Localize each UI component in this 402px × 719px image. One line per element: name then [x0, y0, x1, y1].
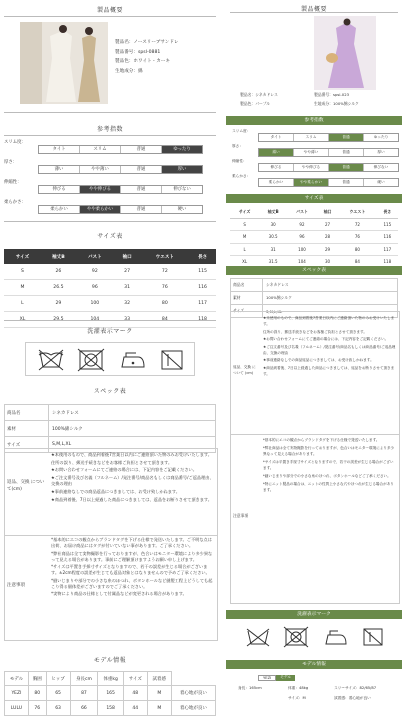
- paragraph-line: *サイズは平置き手採寸サイズとなりますので、若干の誤差が生じる場合がございます。: [263, 459, 394, 471]
- return-label: 返品、交換 について(cm): [7, 480, 45, 492]
- table-header-cell: サイズ: [230, 206, 259, 218]
- right-product-row2: [240, 99, 390, 108]
- table-cell: L: [4, 296, 41, 312]
- wash-symbols: [25, 342, 195, 376]
- right-color-label: 製品色：: [240, 101, 256, 106]
- reference-option: タイト: [270, 134, 282, 139]
- reference-option: やや薄い: [293, 149, 328, 156]
- return-text: [51, 452, 214, 504]
- table-row: [230, 243, 398, 256]
- right-reference-scales: [232, 129, 396, 189]
- reference-option: やや柔らかい: [293, 179, 328, 186]
- product-code-label: 製品番号：: [115, 49, 138, 55]
- right-model-title: モデル情報: [226, 660, 402, 669]
- spec-row: [231, 279, 398, 292]
- model-cell: 着心地が良い: [171, 701, 215, 716]
- table-row: [4, 280, 216, 296]
- right-size-table: [230, 206, 398, 269]
- table-cell: 72: [140, 264, 189, 280]
- table-cell: 92: [76, 264, 114, 280]
- table-cell: 29: [317, 243, 338, 256]
- table-cell: 32: [114, 296, 141, 312]
- notice-section: [4, 534, 218, 641]
- table-header-row: [230, 206, 398, 218]
- paragraph-line: *基本的にエコの観点からブランドタグを下げる仕様で発送いたします。ご不明な点は出荷、お届け商品にはタグが付いていない事があります。ご了承ください。: [51, 537, 212, 549]
- paragraph-line: ★事前連絡なしでの商品返品につきましては、お受け致しかねます。: [51, 488, 180, 494]
- model-cell: M: [147, 701, 171, 716]
- right-code: spsl-023: [332, 92, 350, 97]
- reference-option: 硬い: [363, 179, 398, 186]
- paragraph-line: ★本使用のもので、商品到着後7営業日以内にご連絡頂いた物のみお受けいたします。: [51, 452, 212, 457]
- right-wash-title: 洗濯表示マーク: [226, 610, 402, 619]
- reference-option: 伸びない: [161, 186, 202, 193]
- table-header-cell: ウエスト: [140, 249, 189, 264]
- left-size-title: サイズ表: [97, 233, 123, 240]
- no-tumble-dry-icon: [78, 349, 104, 371]
- reference-option: ゆったり: [363, 134, 398, 141]
- right-return-text: [263, 315, 397, 379]
- model-tag: モデル: [276, 675, 295, 681]
- reference-row: [232, 174, 396, 189]
- product-name: ノースリーブサンドレ: [133, 40, 179, 45]
- spec-key: サイズ: [231, 305, 263, 318]
- paragraph-line: *実物により商品の仕様として付属品などが変更される場合があります。: [51, 591, 187, 597]
- table-cell: 31: [259, 243, 287, 256]
- spec-key: 素材: [5, 421, 49, 437]
- table-cell: 33: [114, 312, 141, 328]
- model-name-tag: [258, 675, 295, 681]
- no-wash-icon: [247, 629, 269, 646]
- left-reference-title: 参考指数: [96, 126, 123, 133]
- paragraph-line: ★ご注文番号及び名義（フルネーム）/発注番号/商品名もしくは商品番号/ご返品理由、交換の理由: [51, 474, 214, 487]
- paragraph-line: ★未使用のもので、商品到着後7営業日以内にご連絡頂いた物のみお受けいたします。: [263, 316, 395, 327]
- reference-option: ゆったり: [161, 146, 202, 153]
- right-code-label: 製品番号：: [314, 92, 333, 97]
- model-table: [4, 671, 216, 716]
- product-info: [115, 38, 215, 76]
- spec-key: 商品名: [231, 279, 263, 292]
- model-cell: 66: [70, 701, 98, 716]
- reference-label: 伸縮性：: [4, 180, 22, 185]
- table-cell: 115: [189, 264, 216, 280]
- table-cell: 115: [377, 218, 398, 231]
- table-cell: 26.5: [41, 280, 76, 296]
- table-cell: S: [4, 264, 41, 280]
- divider: [230, 12, 398, 13]
- table-header-cell: バスト: [76, 249, 114, 264]
- product-image-purple: [314, 16, 376, 90]
- model-header-cell: サイズ: [123, 672, 147, 686]
- table-cell: 116: [189, 280, 216, 296]
- left-overview-title: 製品概要: [96, 7, 123, 14]
- table-header-cell: 袖口: [317, 206, 338, 218]
- table-cell: L: [230, 243, 259, 256]
- reference-option: 伸びない: [363, 164, 398, 171]
- reference-label: 柔らかさ：: [232, 174, 251, 178]
- table-cell: 84: [338, 256, 376, 269]
- table-cell: 84: [140, 312, 189, 328]
- reference-label: スリム度：: [232, 129, 251, 133]
- model-cell: 65: [46, 686, 70, 701]
- model-three-size: スリーサイズ：82/65/87: [334, 686, 377, 690]
- table-header-cell: サイズ: [4, 249, 41, 264]
- paragraph-line: *基本的にエコの観点からブランドタグを下げる仕様で発送いたします。: [263, 438, 380, 442]
- reference-option: 普通: [120, 166, 161, 173]
- table-cell: 29: [41, 296, 76, 312]
- spec-row: [5, 405, 216, 421]
- reference-row: [232, 144, 396, 159]
- right-reference-title: 参考指数: [226, 116, 402, 125]
- product-color-row: [115, 57, 215, 67]
- table-cell: 27: [317, 218, 338, 231]
- no-tumble-dry-icon: [284, 627, 308, 647]
- model-name: YEZI: [258, 675, 276, 681]
- spec-value: シネカドレス: [263, 279, 398, 292]
- notice-text: [51, 537, 214, 599]
- table-cell: M: [4, 280, 41, 296]
- divider: [4, 112, 216, 113]
- table-cell: 117: [189, 296, 216, 312]
- paragraph-line: *縫いじまりや部分での小さな糸のほつれ、ボタンホールなどご了承ください。: [263, 473, 391, 478]
- product-name-label: 製品名：: [115, 40, 134, 45]
- reference-option: スリム: [293, 134, 328, 141]
- model-feel: 試着感：着心地が良い: [334, 696, 371, 700]
- reference-option: 柔らかい: [268, 179, 284, 184]
- reference-option: スリム: [79, 146, 120, 153]
- right-product-row1: [240, 90, 390, 99]
- spec-value: 100%綿シルク: [263, 292, 398, 305]
- reference-option: 薄い: [54, 167, 64, 172]
- model-row: [5, 701, 216, 716]
- return-section: [4, 448, 218, 536]
- table-header-row: [4, 249, 216, 264]
- paragraph-line: ★ご注文番号及び名義（フルネーム）/発注番号/商品名もしくは商品番号/ご返品理由、交換の理由: [263, 344, 396, 356]
- table-cell: 30.5: [259, 231, 287, 244]
- right-color: パープル: [255, 101, 271, 106]
- model-cell: 着心地が良い: [171, 686, 215, 701]
- right-origin: 100%綿シルク: [332, 101, 359, 106]
- reference-option: やや薄い: [79, 166, 120, 173]
- model-cell: 158: [98, 701, 124, 716]
- table-cell: 28: [317, 231, 338, 244]
- left-wash-title: 洗濯表示マーク: [87, 328, 133, 335]
- right-return-label: 返品、交換 について (cm): [233, 365, 256, 375]
- reference-scales: [4, 139, 196, 219]
- table-cell: 30: [259, 218, 287, 231]
- size-table: [4, 249, 216, 328]
- notice-label: 注意事項: [7, 583, 25, 588]
- table-cell: 72: [338, 218, 376, 231]
- right-wash-symbols: [236, 624, 396, 650]
- reference-row: [4, 159, 196, 179]
- reference-row: [4, 139, 196, 159]
- product-origin-row: [115, 67, 215, 77]
- table-cell: 118: [189, 312, 216, 328]
- spec-key: サイズ: [5, 437, 49, 453]
- paragraph-line: *特にニット製品の場合は、ニットの性質上小さな穴やほつれが生じる場合があります。: [263, 481, 394, 493]
- reference-option: やや伸びる: [293, 164, 328, 171]
- table-cell: 104: [287, 256, 317, 269]
- table-header-cell: ウエスト: [338, 206, 376, 218]
- reference-option: タイト: [52, 147, 66, 152]
- reference-scale: [258, 133, 399, 142]
- reference-option: 普通: [328, 164, 363, 171]
- divider: [4, 221, 216, 222]
- no-wash-icon: [39, 350, 63, 370]
- table-cell: 29.5: [41, 312, 76, 328]
- table-header-cell: 袖丈B: [41, 249, 76, 264]
- table-header-cell: 長さ: [189, 249, 216, 264]
- paragraph-line: *弊社商品は全て実物撮影を行っておりますが、色合いはモニター環境により多少異なって見える場合があります。事前にご理解頂けますようお願い申し上げます。: [51, 550, 213, 562]
- spec-value: S,M,L,XL: [49, 437, 216, 453]
- reference-option: やや伸びる: [79, 186, 120, 193]
- model-row: [5, 686, 216, 701]
- model-header-cell: 身長cm: [70, 672, 98, 686]
- reference-option: 硬い: [161, 206, 202, 213]
- paragraph-line: ★商品到着後、7日以上経過した商品につきましては、返品をお断りさせて頂きます。: [263, 365, 395, 377]
- paragraph-line: ★お問い合わせフォームにてご連絡の場合には、下記内容をご記載ください。: [51, 467, 197, 473]
- paragraph-line: *弊社商品は全て実物撮影を行っておりますが、色合いはモニター環境により多少異なって見える場合があります。: [263, 445, 395, 457]
- reference-scale: [258, 148, 399, 157]
- reference-option: 普通: [120, 206, 161, 213]
- reference-scale: [38, 145, 203, 154]
- reference-option: やや柔らかい: [79, 206, 120, 213]
- table-row: [230, 231, 398, 244]
- table-cell: XL: [4, 312, 41, 328]
- reference-option: 普通: [120, 146, 161, 153]
- table-cell: S: [230, 218, 259, 231]
- product-code: spsl-0881: [137, 49, 161, 55]
- right-notice-text: [263, 437, 397, 495]
- paragraph-line: ★事前連絡なしでの商品返品につきましては、お受け致しかねます。: [263, 358, 374, 363]
- spec-key: 商品名: [5, 405, 49, 421]
- paragraph-line: *サイズは平置き手採寸サイズとなりますので、若干の誤差が生じる場合がございます。±2cm程度の誤差が生じても返品対象とはなりませんので予めご了承ください。: [51, 564, 210, 576]
- table-cell: XL: [230, 256, 259, 269]
- product-origin: 綿: [137, 68, 143, 74]
- spec-value: シネカドレス: [49, 405, 216, 421]
- table-cell: 31.5: [259, 256, 287, 269]
- table-cell: 96: [76, 280, 114, 296]
- table-header-cell: 袖丈B: [259, 206, 287, 218]
- iron-icon: [122, 353, 144, 367]
- reference-option: 普通: [120, 186, 161, 193]
- spec-value: 100%綿シルク: [49, 421, 216, 437]
- table-cell: 118: [377, 256, 398, 269]
- line-dry-icon: [364, 629, 382, 645]
- iron-icon: [326, 631, 346, 644]
- reference-scale: [258, 163, 399, 172]
- divider: [4, 135, 216, 136]
- wash-icons-svg: [26, 343, 194, 375]
- table-cell: 117: [377, 243, 398, 256]
- table-row: [4, 264, 216, 280]
- reference-option: 伸びる: [270, 164, 282, 169]
- model-cell: 87: [70, 686, 98, 701]
- paragraph-line: 住所の誤り、郵送手続きなどをお客様ご負担とさせて頂きます。: [263, 329, 367, 334]
- table-cell: 80: [140, 296, 189, 312]
- table-cell: 92: [287, 218, 317, 231]
- spec-value: S,M,L,XL: [263, 305, 398, 318]
- table-cell: 100: [76, 296, 114, 312]
- spec-row: [231, 292, 398, 305]
- table-cell: 76: [338, 231, 376, 244]
- table-cell: 100: [287, 243, 317, 256]
- table-cell: 26: [41, 264, 76, 280]
- model-cell: 80: [28, 686, 46, 701]
- model-cell: 76: [28, 701, 46, 716]
- paragraph-line: 住所の誤り、郵送手続きなどをお客様ご負担とさせて頂きます。: [51, 459, 173, 465]
- left-model-title: モデル情報: [93, 657, 127, 664]
- right-size-title: サイズ表: [226, 194, 402, 203]
- product-origin-label: 生地成分：: [115, 68, 138, 74]
- model-header-cell: 体重kg: [98, 672, 124, 686]
- reference-option: 厚い: [363, 149, 398, 156]
- model-weight: 体重：48kg: [288, 686, 309, 690]
- left-spec-title: スペック表: [93, 388, 127, 395]
- model-header-cell: 胸囲: [28, 672, 46, 686]
- line-dry-icon: [162, 351, 182, 369]
- table-cell: 30: [317, 256, 338, 269]
- reference-option: 薄い: [259, 149, 293, 156]
- model-cell: M: [147, 686, 171, 701]
- right-column: [226, 0, 402, 719]
- model-cell: 63: [46, 701, 70, 716]
- model-header-row: [5, 672, 216, 686]
- table-cell: 80: [338, 243, 376, 256]
- spec-key: 素材: [231, 292, 263, 305]
- product-code-row: [115, 48, 215, 58]
- reference-label: スリム度：: [4, 140, 26, 145]
- table-cell: 76: [140, 280, 189, 296]
- right-overview-title: 製品概要: [300, 6, 327, 13]
- right-notice-label: 注意事項: [233, 513, 249, 518]
- paragraph-line: ★お問い合わせフォームにてご連絡の場合には、下記内容をご記載ください。: [263, 337, 389, 342]
- table-cell: M: [230, 231, 259, 244]
- product-color: ホワイト・カーキ: [133, 59, 171, 64]
- reference-option: 柔らかい: [50, 207, 68, 212]
- table-cell: 27: [114, 264, 141, 280]
- reference-scale: [38, 205, 203, 214]
- reference-label: 厚さ：: [232, 144, 244, 148]
- right-origin-label: 生地成分：: [314, 101, 333, 106]
- model-header-cell: モデル: [5, 672, 29, 686]
- table-header-cell: バスト: [287, 206, 317, 218]
- model-cell: 165: [98, 686, 124, 701]
- spec-table: [4, 404, 216, 453]
- table-row: [230, 218, 398, 231]
- model-cell: 44: [123, 701, 147, 716]
- reference-option: 厚い: [161, 166, 202, 173]
- reference-row: [4, 179, 196, 199]
- right-spec-title: スペック表: [226, 266, 402, 275]
- model-size: サイズ：M: [288, 696, 306, 700]
- reference-option: 普通: [328, 149, 363, 156]
- divider: [4, 16, 216, 17]
- reference-label: 柔らかさ：: [4, 200, 26, 205]
- right-product-info: [240, 90, 390, 108]
- paragraph-line: ★商品到着後、7日以上経過した商品につきましては、返品をお断りさせて頂きます。: [51, 496, 212, 502]
- product-color-label: 製品色：: [115, 59, 134, 64]
- right-name-label: 製品名：: [240, 92, 256, 97]
- model-cell: YEZI: [5, 686, 29, 701]
- reference-scale: [38, 185, 203, 194]
- model-cell: LULU: [5, 701, 29, 716]
- reference-scale: [38, 165, 203, 174]
- reference-scale: [258, 178, 399, 187]
- paragraph-line: *縫いじまりや部分での小さな糸のほつれ、ボタンホールなど縫製工程上どうしても起こり得る個体差がございますのでご了承ください。: [51, 577, 213, 590]
- table-cell: 104: [76, 312, 114, 328]
- product-image: [20, 22, 108, 104]
- table-cell: 116: [377, 231, 398, 244]
- divider: [4, 320, 216, 321]
- model-height: 身長：165cm: [238, 686, 262, 690]
- reference-label: 伸縮性：: [232, 159, 247, 163]
- table-header-cell: 袖口: [114, 249, 141, 264]
- table-row: [4, 296, 216, 312]
- reference-row: [232, 159, 396, 174]
- right-return-section: [230, 311, 400, 435]
- spec-row: [5, 421, 216, 437]
- model-header-cell: 試着感: [147, 672, 171, 686]
- product-name-row: [115, 38, 215, 48]
- right-name: シネカドレス: [255, 92, 278, 97]
- model-header-cell: ヒップ: [46, 672, 70, 686]
- table-header-cell: 長さ: [377, 206, 398, 218]
- reference-option: 普通: [328, 134, 363, 141]
- reference-label: 厚さ：: [4, 160, 18, 165]
- right-model-info: [230, 672, 398, 715]
- reference-row: [232, 129, 396, 144]
- reference-option: 普通: [328, 179, 363, 186]
- reference-option: 伸びる: [52, 187, 66, 192]
- reference-row: [4, 199, 196, 219]
- table-cell: 96: [287, 231, 317, 244]
- model-cell: 48: [123, 686, 147, 701]
- right-notice-section: [230, 433, 400, 604]
- table-cell: 31: [114, 280, 141, 296]
